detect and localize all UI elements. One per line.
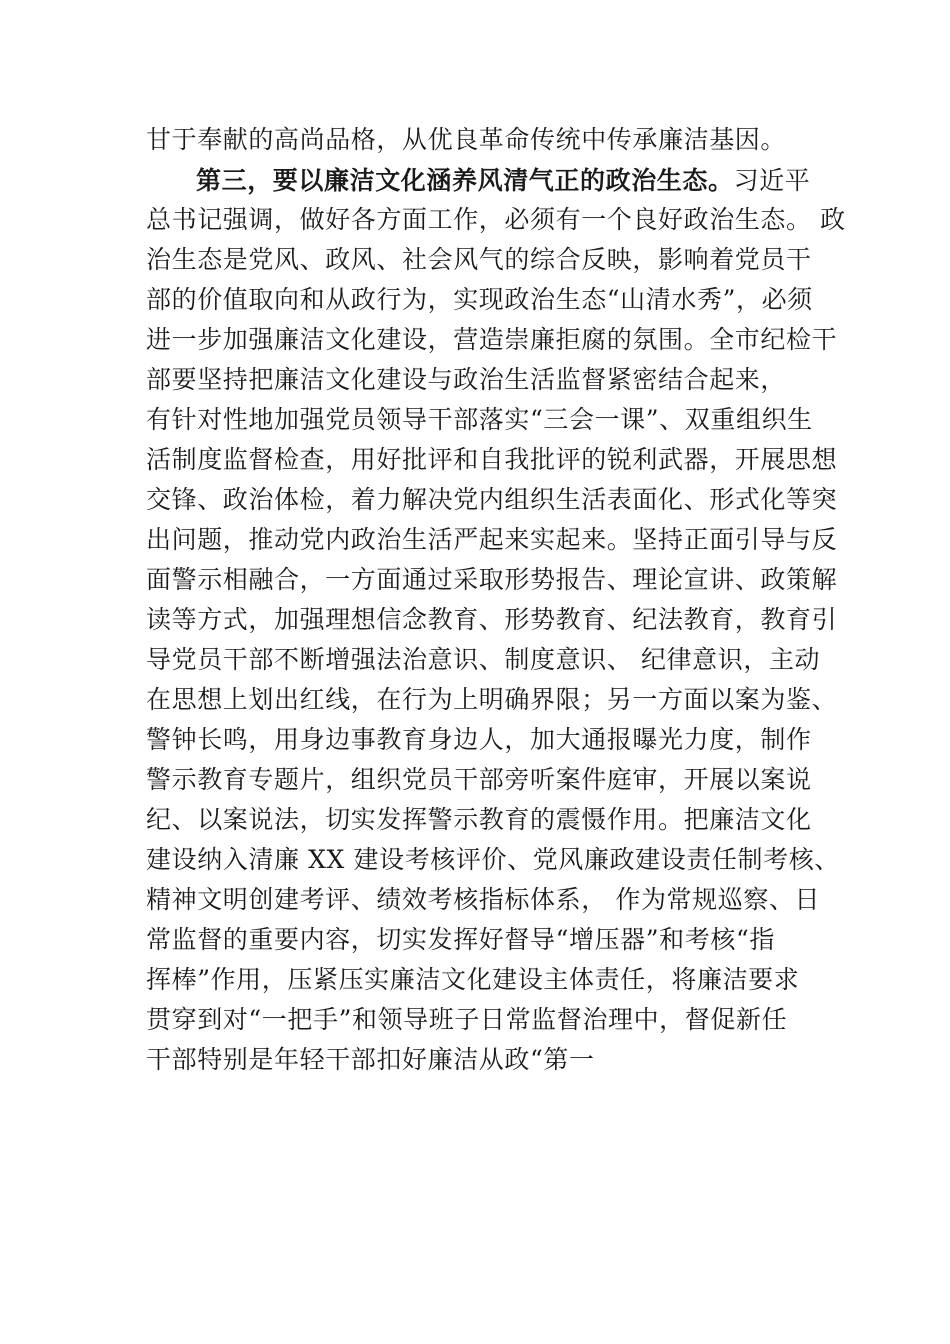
text-line: 交锋、政治体检，着力解决党内组织生活表面化、形式化等突 [146, 485, 838, 514]
text-line: 面警示相融合，一方面通过采取形势报告、理论宣讲、政策解 [146, 565, 838, 594]
section-heading-line [196, 163, 826, 199]
text-line: 建设纳入清廉 XX 建设考核评价、党风廉政建设责任制考核、 [146, 845, 840, 874]
text-line: 甘于奉献的高尚品格，从优良革命传统中传承廉洁基因。 [146, 125, 787, 154]
text-line: 常监督的重要内容，切实发挥好督导“增压器”和考核“指 [146, 925, 775, 954]
text-line: 读等方式，加强理想信念教育、形势教育、纪法教育，教育引 [146, 605, 838, 634]
text-line: 导党员干部不断增强法治意识、制度意识、 纪律意识，主动 [146, 645, 821, 674]
text-line: 纪、以案说法，切实发挥警示教育的震慑作用。把廉洁文化 [146, 805, 812, 834]
text-line: 挥棒”作用，压紧压实廉洁文化建设主体责任，将廉洁要求 [146, 965, 800, 994]
text-line: 贯穿到对“一把手”和领导班子日常监督治理中，督促新任 [146, 1005, 788, 1034]
text-line: 精神文明创建考评、绩效考核指标体系， 作为常规巡察、日 [146, 885, 821, 914]
text-line: 出问题，推动党内政治生活严起来实起来。坚持正面引导与反 [146, 525, 838, 554]
text-line: 活制度监督检查，用好批评和自我批评的锐利武器，开展思想 [146, 445, 838, 474]
text-line: 在思想上划出红线，在行为上明确界限；另一方面以案为鉴、 [146, 685, 838, 714]
text-line: 部要坚持把廉洁文化建设与政治生活监督紧密结合起来， [146, 365, 787, 394]
text-line: 治生态是党风、政风、社会风气的综合反映，影响着党员干 [146, 245, 812, 274]
text-line: 总书记强调，做好各方面工作，必须有一个良好政治生态。 政 [146, 205, 846, 234]
text-line: 进一步加强廉洁文化建设，营造崇廉拒腐的氛围。全市纪检干 [146, 325, 838, 354]
text-line: 部的价值取向和从政行为，实现政治生态“山清水秀”，必须 [146, 285, 813, 314]
text-line: 有针对性地加强党员领导干部落实“三会一课”、双重组织生 [146, 405, 813, 434]
heading-continuation: 习近平 [733, 166, 811, 195]
text-line: 干部特别是年轻干部扣好廉洁从政“第一 [146, 1045, 595, 1074]
section-heading: 第三，要以廉洁文化涵养风清气正的政治生态。 [196, 166, 734, 195]
text-line: 警钟长鸣，用身边事教育身边人，加大通报曝光力度，制作 [146, 725, 812, 754]
text-line: 警示教育专题片，组织党员干部旁听案件庭审，开展以案说 [146, 765, 812, 794]
